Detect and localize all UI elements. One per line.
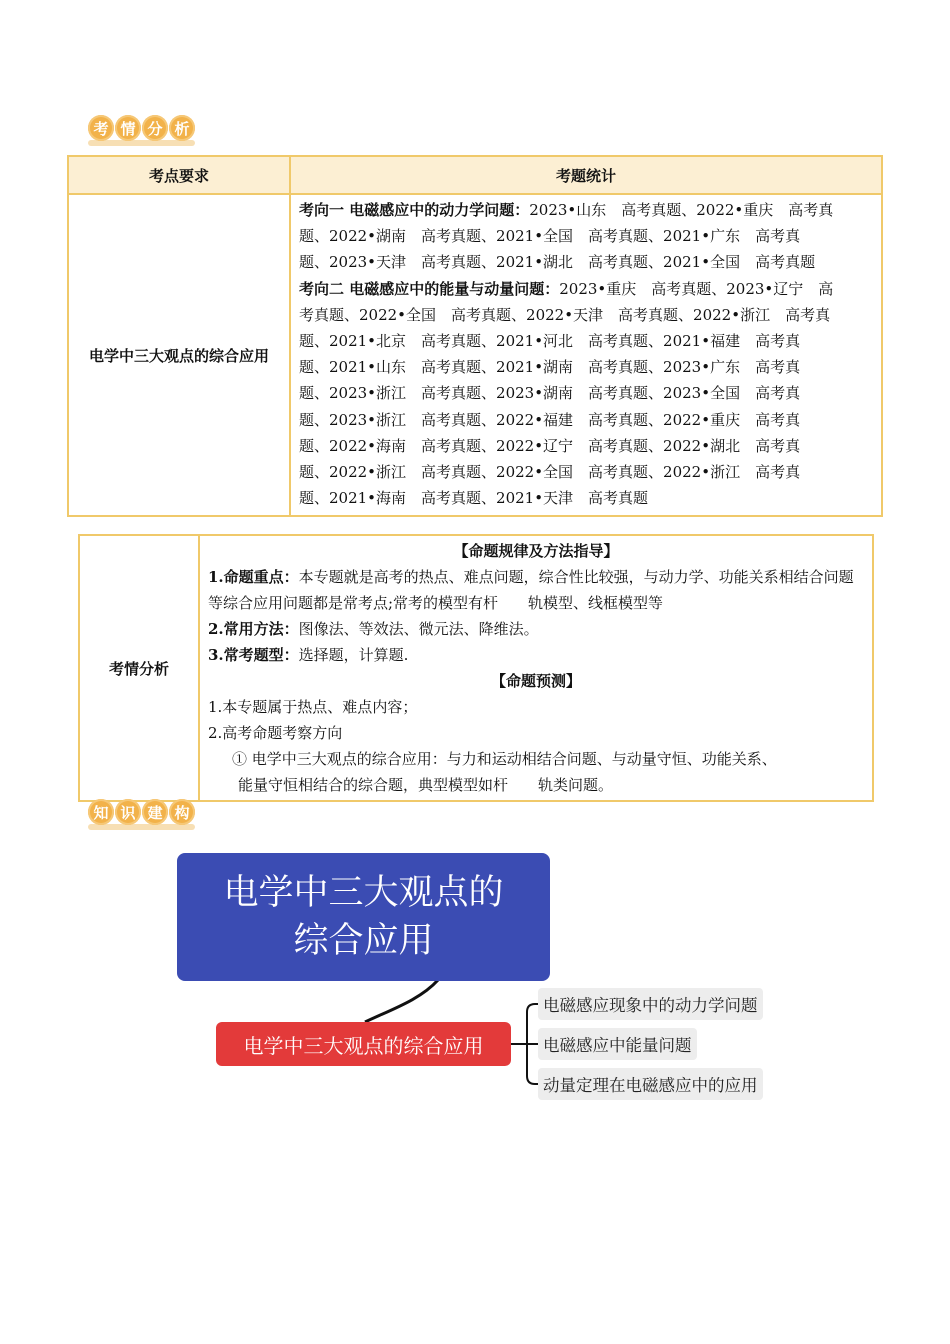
mindmap-leaf-1: 电磁感应现象中的动力学问题 [538, 988, 763, 1020]
paragraph-types: 3.常考题型：选择题，计算题. [208, 646, 409, 664]
stat-line: 题、2022•浙江 高考真题、2022•全国 高考真题、2022•浙江 高考真 [299, 463, 801, 482]
stat-line: 题、2023•浙江 高考真题、2023•湖南 高考真题、2023•全国 高考真 [299, 384, 801, 403]
badge-char: 构 [169, 799, 195, 825]
stat-line: 题、2022•海南 高考真题、2022•辽宁 高考真题、2022•湖北 高考真 [299, 436, 801, 455]
stat-line: 考真题、2022•全国 高考真题、2022•天津 高考真题、2022•浙江 高考真 [299, 305, 831, 324]
mindmap-branch: 电学中三大观点的综合应用 [216, 1022, 511, 1066]
stat-line: 题、2021•海南 高考真题、2021•天津 高考真题 [299, 489, 649, 508]
badge-char: 知 [88, 799, 114, 825]
paragraph-focus: 1.命题重点：本专题就是高考的热点、难点问题，综合性比较强，与动力学、功能关系相结合问题等综合应用问题都是常考点;常考的模型有杆 轨模型、线框模型等 [208, 568, 854, 612]
badge-char: 情 [115, 115, 141, 141]
mindmap-leaf-3: 动量定理在电磁感应中的应用 [538, 1068, 763, 1100]
stat-line: 题、2022•湖南 高考真题、2021•全国 高考真题、2021•广东 高考真 [299, 227, 801, 246]
stat-line: 题、2023•浙江 高考真题、2022•福建 高考真题、2022•重庆 高考真 [299, 410, 801, 429]
paragraph-methods: 2.常用方法：图像法、等效法、微元法、降维法。 [208, 620, 539, 638]
root-branch-connector [365, 980, 438, 1022]
heading-prediction: 【命题预测】 [490, 672, 581, 690]
badge-char: 析 [169, 115, 195, 141]
badge-char: 识 [115, 799, 141, 825]
prediction-2: 2.高考命题考察方向 [208, 724, 343, 742]
root-line-1: 电学中三大观点的 [223, 873, 504, 913]
prediction-1: 1.本专题属于热点、难点内容； [208, 698, 418, 716]
analysis-label: 考情分析 [79, 535, 199, 801]
stat-line: 考向一 电磁感应中的动力学问题：2023•山东 高考真题、2022•重庆 高考真 [299, 201, 834, 219]
badge-char: 分 [142, 115, 168, 141]
prediction-4: 能量守恒相结合的综合题，典型模型如杆 轨类问题。 [238, 776, 614, 794]
leaf-connector-3 [527, 1044, 538, 1084]
stat-line: 题、2021•山东 高考真题、2021•湖南 高考真题、2023•广东 高考真 [299, 358, 801, 377]
root-line-2: 综合应用 [293, 921, 434, 961]
stat-line: 题、2023•天津 高考真题、2021•湖北 高考真题、2021•全国 高考真题 [299, 253, 816, 272]
mindmap-leaf-2: 电磁感应中能量问题 [538, 1028, 697, 1060]
prediction-3: ① 电学中三大观点的综合应用：与力和运动相结合问题、与动量守恒、功能关系、 [232, 750, 777, 768]
leaf-connector-1 [511, 1004, 538, 1044]
stat-line: 考向二 电磁感应中的能量与动量问题：2023•重庆 高考真题、2023•辽宁 高 [299, 279, 834, 298]
header-requirement: 考点要求 [68, 156, 290, 194]
badge-char: 建 [142, 799, 168, 825]
stat-line: 题、2021•北京 高考真题、2021•河北 高考真题、2021•福建 高考真 [299, 332, 801, 351]
heading-guidance: 【命题规律及方法指导】 [453, 542, 619, 560]
header-statistics: 考题统计 [290, 156, 882, 194]
badge-char: 考 [88, 115, 114, 141]
mindmap-root [177, 853, 550, 981]
requirement-cell: 电学中三大观点的综合应用 [68, 194, 290, 516]
